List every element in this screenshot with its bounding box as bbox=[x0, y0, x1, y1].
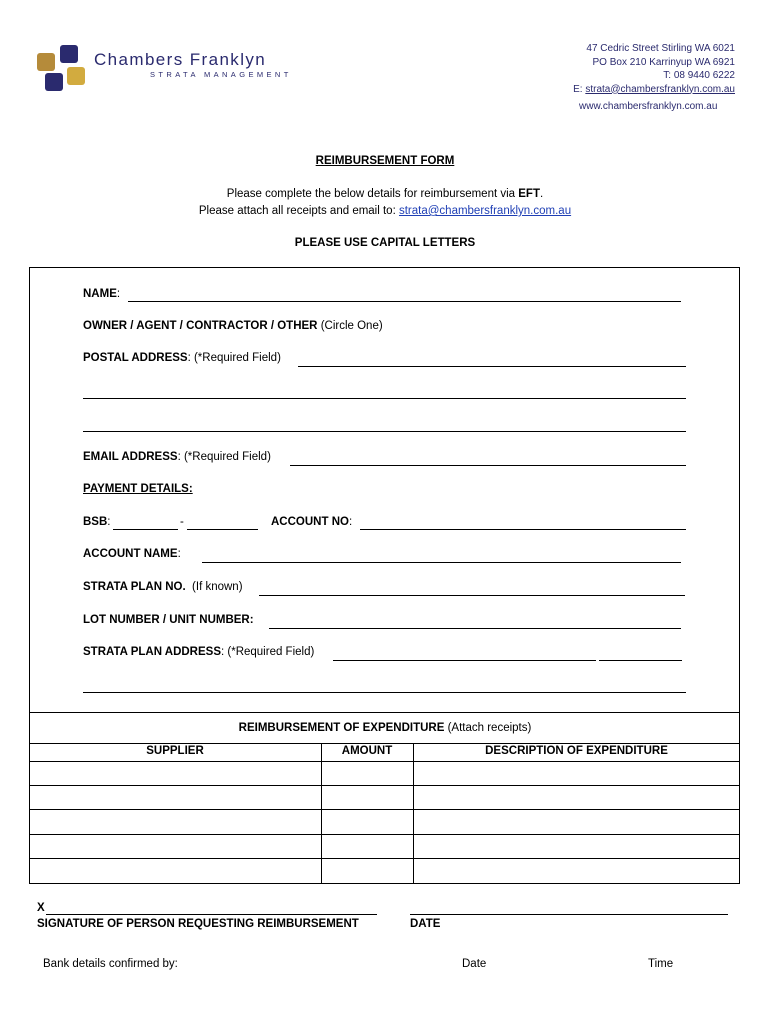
bsb-label: BSB bbox=[83, 516, 108, 528]
expenditure-title-bold: REIMBURSEMENT OF EXPENDITURE bbox=[238, 722, 445, 734]
intro-text-2: Please attach all receipts and email to: bbox=[198, 205, 399, 217]
bank-date-label: Date bbox=[462, 958, 487, 970]
capital-letters-note: PLEASE USE CAPITAL LETTERS bbox=[294, 237, 476, 249]
bank-time-label: Time bbox=[648, 958, 674, 970]
expenditure-divider bbox=[29, 712, 740, 713]
role-label[interactable]: OWNER / AGENT / CONTRACTOR / OTHER bbox=[83, 320, 318, 332]
account-no-row: ACCOUNT NO: bbox=[271, 516, 353, 528]
signature-field[interactable] bbox=[46, 914, 377, 915]
email-note: : (*Required Field) bbox=[177, 451, 271, 463]
table-row[interactable] bbox=[30, 786, 321, 809]
payment-details-heading: PAYMENT DETAILS: bbox=[83, 483, 193, 495]
expenditure-title bbox=[0, 722, 770, 734]
email-row bbox=[83, 451, 271, 463]
lot-number-field[interactable] bbox=[269, 628, 681, 629]
account-no-label: ACCOUNT NO bbox=[271, 516, 349, 528]
intro-line-1 bbox=[0, 188, 770, 200]
company-subtitle: STRATA MANAGEMENT bbox=[150, 70, 292, 79]
contact-email-line bbox=[573, 83, 735, 97]
contact-email-link[interactable]: strata@chambersfranklyn.com.au bbox=[585, 83, 735, 95]
postal-row bbox=[83, 352, 281, 364]
bsb-field-part-1[interactable] bbox=[113, 529, 178, 530]
signature-label: SIGNATURE OF PERSON REQUESTING REIMBURSEMENT bbox=[37, 918, 359, 930]
role-note: (Circle One) bbox=[320, 320, 383, 332]
column-header-supplier: SUPPLIER bbox=[146, 745, 204, 757]
postal-field-line-2[interactable] bbox=[83, 398, 686, 399]
column-header-amount: AMOUNT bbox=[341, 745, 393, 757]
contact-email-prefix: E: bbox=[573, 83, 586, 95]
form-title: REIMBURSEMENT FORM bbox=[315, 155, 455, 167]
company-name: Chambers Franklyn bbox=[94, 50, 267, 69]
contact-website[interactable]: www.chambersfranklyn.com.au bbox=[579, 101, 718, 112]
role-row bbox=[83, 320, 383, 332]
signature-x-mark: X bbox=[37, 902, 45, 914]
bsb-dash: - bbox=[180, 516, 184, 528]
table-row[interactable] bbox=[30, 762, 321, 785]
postal-label: POSTAL ADDRESS bbox=[83, 352, 188, 364]
account-name-label: ACCOUNT NAME bbox=[83, 548, 178, 560]
name-row: NAME: bbox=[83, 288, 121, 300]
table-column-divider bbox=[321, 743, 322, 884]
postal-field-line-1[interactable] bbox=[298, 366, 686, 367]
table-row[interactable] bbox=[30, 835, 321, 858]
strata-plan-row bbox=[83, 581, 243, 593]
account-no-field[interactable] bbox=[360, 529, 686, 530]
account-name-row: ACCOUNT NAME: bbox=[83, 548, 181, 560]
strata-address-field-3[interactable] bbox=[83, 692, 686, 693]
bank-confirmed-label: Bank details confirmed by: bbox=[43, 958, 178, 970]
strata-address-row bbox=[83, 646, 314, 658]
column-header-description: DESCRIPTION OF EXPENDITURE bbox=[485, 745, 668, 757]
table-row[interactable] bbox=[30, 810, 321, 834]
strata-plan-note: (If known) bbox=[192, 581, 243, 593]
strata-address-field-1[interactable] bbox=[333, 660, 596, 661]
intro-email-link[interactable]: strata@chambersfranklyn.com.au bbox=[398, 205, 572, 217]
intro-line-2 bbox=[0, 205, 770, 217]
intro-text-1: Please complete the below details for reimbursement via bbox=[226, 188, 519, 200]
postal-field-line-3[interactable] bbox=[83, 431, 686, 432]
date-field[interactable] bbox=[410, 914, 728, 915]
contact-block bbox=[573, 42, 735, 96]
lot-number-label: LOT NUMBER / UNIT NUMBER: bbox=[83, 614, 254, 626]
bsb-row: BSB: bbox=[83, 516, 111, 528]
name-label: NAME bbox=[83, 288, 117, 300]
table-row[interactable] bbox=[30, 859, 321, 883]
date-label: DATE bbox=[410, 918, 441, 930]
strata-address-note: : (*Required Field) bbox=[221, 646, 315, 658]
email-label: EMAIL ADDRESS bbox=[83, 451, 178, 463]
expenditure-title-note: (Attach receipts) bbox=[444, 722, 532, 734]
name-field[interactable] bbox=[128, 301, 681, 302]
account-name-field[interactable] bbox=[202, 562, 681, 563]
contact-address: 47 Cedric Street Stirling WA 6021 bbox=[586, 43, 735, 54]
intro-eft: EFT bbox=[518, 188, 540, 200]
strata-plan-label: STRATA PLAN NO. bbox=[83, 581, 186, 593]
intro-period: . bbox=[540, 188, 544, 200]
table-header-top-border bbox=[29, 743, 740, 744]
strata-address-field-2[interactable] bbox=[599, 660, 682, 661]
strata-plan-field[interactable] bbox=[259, 595, 685, 596]
contact-po-box: PO Box 210 Karrinyup WA 6921 bbox=[592, 56, 735, 68]
table-column-divider bbox=[413, 743, 414, 884]
email-field[interactable] bbox=[290, 465, 686, 466]
bsb-field-part-2[interactable] bbox=[187, 529, 258, 530]
contact-phone: T: 08 9440 6222 bbox=[663, 70, 735, 81]
strata-address-label: STRATA PLAN ADDRESS bbox=[83, 646, 221, 658]
postal-note: : (*Required Field) bbox=[187, 352, 281, 364]
